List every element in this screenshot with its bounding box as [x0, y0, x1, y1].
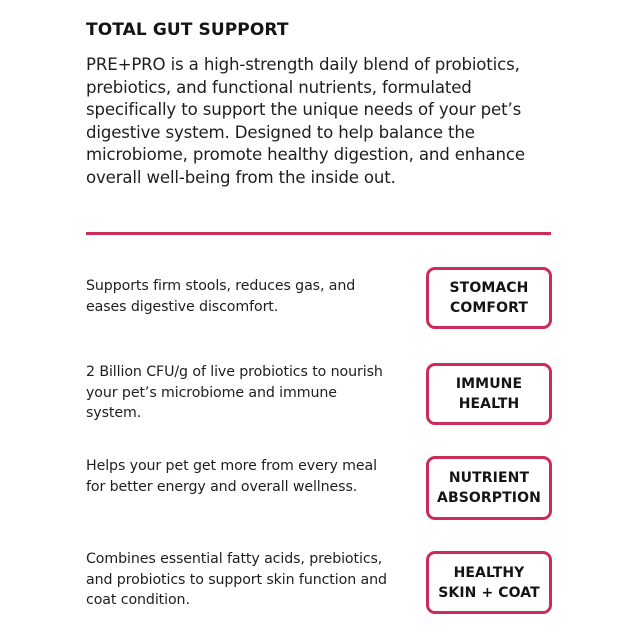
badge-label-line2: ABSORPTION [437, 490, 541, 506]
badge-label-line2: COMFORT [450, 300, 528, 316]
badge-healthy-skin-coat [426, 551, 552, 614]
feature-nutrient-absorption [86, 456, 552, 520]
intro-paragraph: PRE+PRO is a high-strength daily blend of probiotics, prebiotics, and functional nutrients, formulated specifically to support the unique needs of your pet’s digestive system. Designed to help balance the microbiome, promote healthy digestion, and enhance overall well-being from the inside out. [86, 55, 525, 187]
feature-description: Supports firm stools, reduces gas, and eases digestive discomfort. [86, 278, 356, 315]
feature-immune-health [86, 362, 552, 426]
badge-stomach-comfort [426, 267, 552, 329]
badge-nutrient-absorption [426, 456, 552, 520]
feature-description: Helps your pet get more from every meal for better energy and overall wellness. [86, 458, 377, 495]
feature-description: Combines essential fatty acids, prebiotics, and probiotics to support skin function and coat condition. [86, 551, 387, 608]
badge-label-line1: HEALTHY [453, 564, 525, 581]
badge-label-line1: NUTRIENT [448, 470, 530, 486]
divider [86, 232, 551, 235]
section-title: TOTAL GUT SUPPORT [86, 20, 289, 40]
feature-stomach-comfort [86, 276, 552, 340]
badge-label-line2: SKIN + COAT [438, 584, 540, 601]
badge-label-line1: STOMACH [449, 280, 529, 296]
badge-label-line2: HEALTH [458, 396, 520, 412]
feature-description: 2 Billion CFU/g of live probiotics to nourish your pet’s microbiome and immune system. [86, 364, 383, 421]
badge-label-line1: IMMUNE [455, 376, 523, 392]
feature-healthy-skin-coat [86, 549, 552, 613]
badge-immune-health [426, 363, 552, 425]
